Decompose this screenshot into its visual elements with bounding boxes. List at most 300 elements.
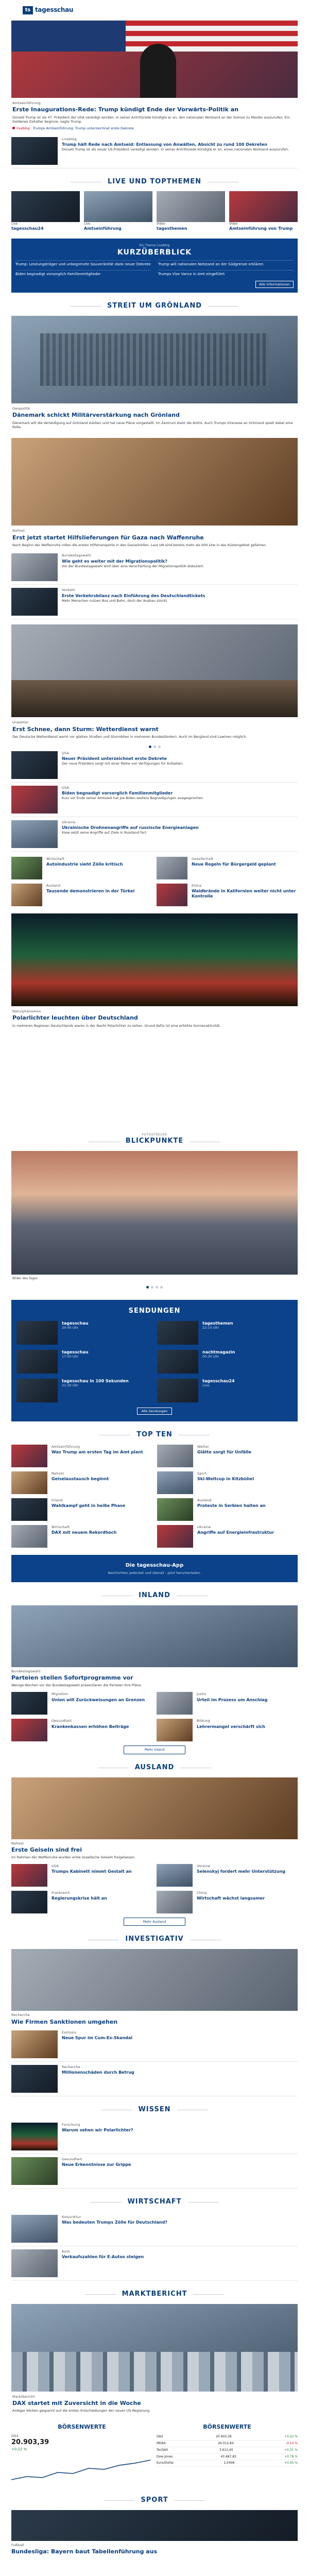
grid1-item[interactable] bbox=[11, 857, 152, 879]
investigativ-item-rubrik: Recherche bbox=[62, 2064, 80, 2069]
marktbericht-title: MARKTBERICHT bbox=[116, 2290, 194, 2299]
inland-item-rubrik: Migration bbox=[52, 1692, 68, 1697]
sport-teaser[interactable] bbox=[11, 2510, 298, 2555]
ausland-item[interactable] bbox=[11, 1864, 152, 1887]
sendung-label: tagesschau24 bbox=[202, 1378, 235, 1383]
sendung-image bbox=[157, 1321, 198, 1345]
teaser-1-text: Donald Trump ist als neuer US-Präsident vereidigt worden. In seiner Antrittsrede kündigte er an, einen nationalen Notstand auszurufen. bbox=[62, 147, 289, 151]
sendung-item[interactable] bbox=[16, 1350, 152, 1374]
list2-headline[interactable]: Ukrainische Drohnenangriffe auf russische Energieanlagen bbox=[62, 825, 199, 831]
list2-headline[interactable]: Biden begnadigt vorsorglich Familienmitglieder bbox=[62, 791, 173, 796]
wissen-item-image bbox=[11, 2157, 58, 2185]
top10-image bbox=[157, 1498, 193, 1521]
ausland-item-headline: Regierungskrise hält an bbox=[52, 1896, 107, 1901]
gaza-teaser[interactable] bbox=[11, 438, 298, 550]
gaza-image bbox=[11, 438, 298, 526]
top10-item[interactable] bbox=[157, 1445, 298, 1467]
grid1-headline: Neue Regeln für Bürgergeld geplant bbox=[192, 862, 276, 867]
live-item-image bbox=[157, 191, 225, 222]
app-box-text: Nachrichten jederzeit und überall – jetzt herunterladen. bbox=[108, 1570, 201, 1575]
marktbericht-image bbox=[11, 2304, 298, 2392]
inland-item-image bbox=[157, 1692, 193, 1715]
top10-rubrik: Ausland bbox=[197, 1498, 212, 1502]
wissen-item[interactable] bbox=[11, 2120, 298, 2154]
list2-rubrik: USA bbox=[62, 785, 70, 790]
live-item[interactable] bbox=[157, 191, 225, 231]
kurs-name: TecDAX bbox=[157, 2448, 168, 2452]
sendung-time: 20:00 Uhr bbox=[62, 1326, 79, 1330]
investigativ-image bbox=[11, 1949, 298, 2011]
list1-image bbox=[11, 588, 58, 616]
sendung-label: tagesschau bbox=[62, 1320, 89, 1326]
liveblog-label: liveblog bbox=[16, 126, 30, 131]
list1-rubrik: Verkehr bbox=[62, 588, 76, 592]
ausland-item-rubrik: USA bbox=[52, 1863, 59, 1868]
grid1 bbox=[11, 857, 298, 906]
list2-rubrik: Ukraine bbox=[62, 820, 76, 824]
sendung-image bbox=[16, 1379, 58, 1402]
marktbericht-text: Anleger blicken gespannt auf die ersten Entscheidungen der neuen US-Regierung. bbox=[12, 2409, 151, 2413]
live-dot-icon bbox=[12, 127, 15, 129]
investigativ-item-image bbox=[11, 2030, 58, 2058]
wissen-item-rubrik: Gesundheit bbox=[62, 2157, 82, 2161]
sendung-time: 21:30 Uhr bbox=[62, 1383, 79, 1388]
sport-rubrik: Fußball bbox=[11, 2543, 24, 2547]
kurs-change: +0,31 % bbox=[284, 2448, 298, 2452]
wirtschaft-title: WIRTSCHAFT bbox=[121, 2198, 187, 2207]
list2-text: Kurz vor Ende seiner Amtszeit hat Joe Biden weitere Begnadigungen ausgesprochen. bbox=[62, 795, 204, 800]
teaser-1[interactable] bbox=[11, 134, 298, 168]
app-box[interactable] bbox=[11, 1555, 298, 1582]
top10-rubrik: Sport bbox=[197, 1471, 207, 1476]
list2-headline[interactable]: Neuer Präsident unterzeichnet erste Dekrete bbox=[62, 756, 167, 761]
box-item[interactable]: Biden begnadigt vorsorglich Familienmitglieder bbox=[15, 270, 151, 277]
top10-image bbox=[11, 1471, 47, 1494]
boerse-left bbox=[11, 2424, 152, 2487]
list2-text: Der neue Präsident sorgt mit einer Reihe von Verfügungen für Aufsehen. bbox=[62, 761, 184, 766]
greenland-rubrik: Geopolitik bbox=[12, 406, 30, 411]
kurs-change: +0,95 % bbox=[284, 2461, 298, 2465]
grid1-item[interactable] bbox=[157, 884, 298, 906]
box-item[interactable]: Trump: Leistungsträger und unbegrenzte Souveränität dank neuer Dekrete bbox=[15, 260, 151, 267]
live-item-headline: Amtseinführung bbox=[84, 226, 122, 231]
marktbericht-headline: DAX startet mit Zuversicht in die Woche bbox=[12, 2400, 141, 2407]
inland-item[interactable] bbox=[11, 1692, 152, 1715]
top10-rubrik: Amtseinführung bbox=[52, 1444, 80, 1449]
live-item[interactable] bbox=[84, 191, 152, 231]
top10-item[interactable] bbox=[157, 1525, 298, 1548]
inland-lead-rubrik: Bundestagswahl bbox=[11, 1669, 41, 1673]
greenland-teaser[interactable] bbox=[11, 316, 298, 433]
wirtschaft-item-image bbox=[11, 2215, 58, 2243]
ausland-item[interactable] bbox=[157, 1864, 298, 1887]
ausland-lead[interactable] bbox=[11, 1777, 298, 1860]
list1-text: Mehr Menschen nutzen Bus und Bahn, doch der Ausbau stockt. bbox=[62, 598, 168, 603]
top10-headline: DAX mit neuem Rekordhoch bbox=[52, 1530, 117, 1535]
wirtschaft-item-image bbox=[11, 2249, 58, 2277]
ausland-item-rubrik: Ukraine bbox=[197, 1863, 211, 1868]
sendung-time: 17:00 Uhr bbox=[62, 1354, 79, 1359]
top10-image bbox=[11, 1445, 47, 1467]
wirtschaft-item-headline: Was bedeuten Trumps Zölle für Deutschland? bbox=[62, 2220, 167, 2225]
top10-rubrik: Wetter bbox=[197, 1444, 210, 1449]
top10-rubrik: Ukraine bbox=[197, 1524, 211, 1529]
top10-grid bbox=[11, 1445, 298, 1548]
live-row bbox=[11, 191, 298, 231]
wissen-item-image bbox=[11, 2123, 58, 2150]
list2-item[interactable] bbox=[11, 783, 298, 817]
lead-headline[interactable]: Erste Inaugurations-Rede: Trump kündigt Ende der Vorwärts-Politik an bbox=[12, 106, 239, 113]
ausland-lead-text: Im Rahmen der Waffenruhe wurden erste israelische Geiseln freigelassen. bbox=[11, 1855, 136, 1860]
ausland-more-button[interactable]: Mehr Ausland bbox=[124, 1918, 185, 1926]
top10-headline: Geiselaustausch beginnt bbox=[52, 1476, 109, 1481]
kurs-value: 1,0408 bbox=[224, 2461, 235, 2465]
boerse-right bbox=[157, 2424, 298, 2487]
dax-label: DAX bbox=[11, 2434, 19, 2438]
top10-item[interactable] bbox=[11, 1471, 152, 1494]
gaza-text: Nach Beginn der Waffenruhe rollen die ersten Hilfstransporte in den Gazastreifen. Laut UN sind bereits mehr als 600 Lkw in das Küstengebiet gefahren. bbox=[12, 543, 267, 547]
gaza-headline[interactable]: Erst jetzt startet Hilfslieferungen für Gaza nach Waffenruhe bbox=[12, 534, 204, 541]
wirtschaft-item-rubrik: Auto bbox=[62, 2249, 70, 2253]
grid1-headline: Autoindustrie sieht Zölle kritisch bbox=[46, 862, 123, 867]
top-lead[interactable] bbox=[11, 21, 298, 134]
top10-image bbox=[157, 1445, 193, 1467]
wissen-item[interactable] bbox=[11, 2154, 298, 2189]
live-item-label: Live bbox=[84, 222, 91, 226]
list2-rubrik: USA bbox=[62, 751, 70, 755]
aurora-image bbox=[11, 913, 298, 1006]
sport-title: SPORT bbox=[134, 2496, 174, 2505]
sendung-image bbox=[157, 1350, 198, 1374]
grid1-rubrik: Wirtschaft bbox=[46, 856, 65, 861]
list1-headline[interactable]: Wie geht es weiter mit der Migrationspolitik? bbox=[62, 558, 167, 564]
teaser-1-rubrik: Liveblog bbox=[62, 137, 77, 141]
live-section-title: LIVE UND TOPTHEMEN bbox=[101, 178, 208, 187]
sendung-image bbox=[16, 1321, 58, 1345]
sendung-item[interactable] bbox=[16, 1321, 152, 1345]
top10-headline: Proteste in Serbien halten an bbox=[197, 1503, 266, 1508]
live-item-image bbox=[84, 191, 152, 222]
inland-lead-text: Wenige Wochen vor der Bundestagswahl präsentieren die Parteien ihre Pläne. bbox=[11, 1683, 142, 1688]
ausland-item[interactable] bbox=[11, 1891, 152, 1913]
live-item-headline: tagesthemen bbox=[157, 226, 187, 231]
blickpunkte-title: BLICKPUNKTE bbox=[119, 1137, 190, 1146]
inland-grid bbox=[11, 1692, 298, 1741]
greenland-header bbox=[11, 302, 298, 311]
top10-image bbox=[157, 1471, 193, 1494]
sendung-time: 22:15 Uhr bbox=[202, 1326, 219, 1330]
logo[interactable] bbox=[23, 6, 73, 14]
kurs-change: -0,14 % bbox=[285, 2442, 298, 2446]
ausland-item-headline: Trumps Kabinett nimmt Gestalt an bbox=[52, 1869, 132, 1874]
kurs-value: 20.903,39 bbox=[216, 2435, 232, 2439]
ausland-lead-headline: Erste Geiseln sind frei bbox=[11, 1846, 82, 1854]
kurs-name: Euro/Dollar bbox=[157, 2461, 174, 2465]
sendung-label: nachtmagazin bbox=[202, 1349, 235, 1354]
wirtschaft-item-headline: Verkaufszahlen für E-Autos steigen bbox=[62, 2255, 144, 2260]
inland-item[interactable] bbox=[11, 1719, 152, 1741]
wissen-header bbox=[11, 2106, 298, 2114]
inland-item-headline: Krankenkassen erhöhen Beiträge bbox=[52, 1724, 129, 1729]
list1-image bbox=[11, 553, 58, 581]
wissen-item-headline: Neue Erkenntnisse zur Grippe bbox=[62, 2162, 131, 2167]
inland-item[interactable] bbox=[157, 1692, 298, 1715]
marktbericht-rubrik: Marktbericht bbox=[12, 2394, 35, 2399]
kurs-row[interactable] bbox=[157, 2434, 298, 2441]
ausland-lead-rubrik: Nahost bbox=[11, 1841, 24, 1845]
top10-headline: Angriffe auf Energieinfrastruktur bbox=[197, 1530, 274, 1535]
live-item-label: Live bbox=[11, 222, 18, 226]
list2-item[interactable] bbox=[11, 817, 298, 852]
sport-headline: Bundesliga: Bayern baut Tabellenführung aus bbox=[11, 2548, 158, 2555]
dax-change: +0,22 % bbox=[11, 2447, 27, 2451]
sendungen-box bbox=[11, 1300, 298, 1421]
kurs-value: 43.487,83 bbox=[220, 2454, 236, 2459]
box-item[interactable]: Trump will nationalen Notstand an der Südgrenze erklären bbox=[158, 260, 294, 267]
top10-rubrik: Nahost bbox=[52, 1471, 64, 1476]
list1-item[interactable] bbox=[11, 550, 298, 585]
investigativ-item-headline: Millionenschäden durch Betrug bbox=[62, 2070, 134, 2075]
top10-item[interactable] bbox=[11, 1498, 152, 1521]
box-button[interactable]: Alle Informationen bbox=[255, 281, 294, 288]
box-title: KURZÜBERBLICK bbox=[117, 248, 192, 257]
live-item-label: Video bbox=[157, 222, 165, 226]
investigativ-item-image bbox=[11, 2065, 58, 2093]
list2-text: Kiew setzt seine Angriffe auf Ziele in Russland fort. bbox=[62, 830, 147, 835]
lead-rubrik: Amtseinführung bbox=[12, 101, 41, 105]
aurora-text: In mehreren Regionen Deutschlands waren in der Nacht Polarlichter zu sehen. Grund dafür ist eine erhöhte Sonnenaktivität. bbox=[12, 1023, 221, 1028]
investigativ-header bbox=[11, 1935, 298, 1944]
box-kicker: Ein Thema Liveblog bbox=[139, 243, 170, 247]
top10-headline: Glätte sorgt für Unfälle bbox=[197, 1449, 251, 1454]
sendungen-title: SENDUNGEN bbox=[128, 1307, 181, 1315]
sendung-label: tagesschau bbox=[62, 1349, 89, 1354]
wirtschaft-item-rubrik: Konjunktur bbox=[62, 2214, 81, 2219]
boerse-left-title: BÖRSENWERTE bbox=[58, 2423, 106, 2430]
sendungen-button[interactable]: Alle Sendungen bbox=[137, 1408, 173, 1415]
kurzueberblick-box bbox=[11, 239, 298, 293]
grid1-image bbox=[157, 884, 187, 906]
lead-text: Donald Trump ist als 47. Präsident der USA vereidigt worden. In seiner Antrittsrede kündigte er an, den nationalen Notstand an der Grenze zu Mexiko auszurufen. Ein Goldenes Zeitalter beginne, sagte Trump. bbox=[12, 115, 290, 124]
greenland-headline[interactable]: Dänemark schickt Militärverstärkung nach Grönland bbox=[12, 412, 180, 419]
sendung-item[interactable] bbox=[16, 1379, 152, 1402]
top10-image bbox=[11, 1498, 47, 1521]
top10-headline: Ski-Weltcup in Kitzbühel bbox=[197, 1476, 254, 1481]
aurora-rubrik: Naturphänomen bbox=[12, 1009, 41, 1013]
grid1-rubrik: Klima bbox=[192, 883, 202, 888]
kurs-row[interactable] bbox=[157, 2454, 298, 2461]
marktbericht-teaser[interactable] bbox=[11, 2304, 298, 2416]
inland-item-image bbox=[157, 1719, 193, 1741]
grid1-headline: Tausende demonstrieren in der Türkei bbox=[46, 889, 135, 894]
live-item-headline: tagesschau24 bbox=[11, 226, 44, 231]
inland-item-headline: Lehrermangel verschärft sich bbox=[197, 1724, 265, 1729]
grid1-image bbox=[11, 884, 42, 906]
aurora-teaser[interactable] bbox=[11, 913, 298, 1031]
top10-rubrik: Inland bbox=[52, 1498, 63, 1502]
kurs-name: DAX bbox=[157, 2435, 163, 2439]
lead2-image bbox=[11, 624, 298, 717]
kurs-row[interactable] bbox=[157, 2447, 298, 2454]
investigativ-lead[interactable] bbox=[11, 1949, 298, 2025]
sendung-item[interactable] bbox=[157, 1379, 293, 1402]
investigativ-item-rubrik: Exklusiv bbox=[62, 2030, 77, 2035]
marktbericht-header bbox=[11, 2290, 298, 2299]
dax-chart bbox=[11, 2454, 150, 2485]
wissen-title: WISSEN bbox=[132, 2106, 177, 2114]
page bbox=[11, 0, 298, 2555]
lead2-rubrik: Unwetter bbox=[12, 720, 29, 725]
list1-rubrik: Bundestagswahl bbox=[62, 553, 91, 558]
inland-item-rubrik: Bildung bbox=[197, 1719, 210, 1723]
wissen-item-rubrik: Forschung bbox=[62, 2122, 80, 2127]
ausland-item-image bbox=[11, 1891, 47, 1913]
kurs-value: 3.612,40 bbox=[219, 2448, 233, 2452]
inland-header bbox=[11, 1591, 298, 1600]
kurs-row[interactable] bbox=[157, 2441, 298, 2447]
grid1-image bbox=[157, 857, 187, 879]
kurs-name: Dow Jones bbox=[157, 2454, 173, 2459]
grid1-rubrik: Gesellschaft bbox=[192, 856, 214, 861]
ausland-header bbox=[11, 1764, 298, 1772]
investigativ-item[interactable] bbox=[11, 2062, 298, 2096]
top10-item[interactable] bbox=[11, 1445, 152, 1467]
wirtschaft-item[interactable] bbox=[11, 2212, 298, 2246]
grid1-rubrik: Ausland bbox=[46, 883, 61, 888]
inland-item-rubrik: Gesundheit bbox=[52, 1719, 72, 1723]
teaser-1-headline[interactable]: Trump hält Rede nach Amtseid: Entlassung von Anwälten, Absicht zu rund 100 Dekreten bbox=[62, 142, 267, 147]
grid1-image bbox=[11, 857, 42, 879]
sport-header bbox=[11, 2496, 298, 2505]
lead-image[interactable] bbox=[11, 21, 298, 98]
inland-lead[interactable] bbox=[11, 1605, 298, 1688]
inland-lead-image bbox=[11, 1605, 298, 1667]
live-section-header bbox=[11, 178, 298, 187]
dax-value: 20.903,39 bbox=[11, 2438, 49, 2446]
wissen-item-headline: Warum sehen wir Polarlichter? bbox=[62, 2128, 133, 2133]
kurs-change: +0,22 % bbox=[284, 2435, 298, 2439]
inland-item-image bbox=[11, 1719, 47, 1741]
wirtschaft-header bbox=[11, 2198, 298, 2207]
kurs-row[interactable] bbox=[157, 2460, 298, 2467]
lead2-teaser[interactable] bbox=[11, 624, 298, 748]
investigativ-title: INVESTIGATIV bbox=[119, 1935, 190, 1944]
top10-image bbox=[11, 1525, 47, 1548]
top10-item[interactable] bbox=[11, 1525, 152, 1548]
ausland-title: AUSLAND bbox=[129, 1764, 181, 1772]
grid1-item[interactable] bbox=[11, 884, 152, 906]
live-item[interactable] bbox=[229, 191, 298, 231]
grid1-item[interactable] bbox=[157, 857, 298, 879]
investigativ-item[interactable] bbox=[11, 2027, 298, 2062]
ausland-lead-image bbox=[11, 1777, 298, 1839]
inland-item-headline: Union will Zurückweisungen an Grenzen bbox=[52, 1697, 145, 1702]
blickpunkte-caption: Bilder des Tages bbox=[12, 1276, 38, 1280]
ausland-item-image bbox=[157, 1864, 193, 1887]
top10-item[interactable] bbox=[157, 1498, 298, 1521]
teaser-1-image bbox=[11, 137, 58, 165]
aurora-headline[interactable]: Polarlichter leuchten über Deutschland bbox=[12, 1014, 138, 1022]
live-item-headline: Amtseinführung von Trump bbox=[229, 226, 293, 231]
app-box-title: Die tagesschau-App bbox=[125, 1562, 184, 1568]
live-item[interactable] bbox=[11, 191, 80, 231]
kurs-change: +0,78 % bbox=[284, 2454, 298, 2459]
blickpunkte-header bbox=[11, 1133, 298, 1146]
gaza-rubrik: Nahost bbox=[12, 529, 25, 533]
list1-item[interactable] bbox=[11, 585, 298, 619]
list2-image bbox=[11, 786, 58, 814]
ausland-item-image bbox=[11, 1864, 47, 1887]
list2-image bbox=[11, 751, 58, 779]
ausland-item[interactable] bbox=[157, 1891, 298, 1913]
inland-item-headline: Urteil im Prozess um Anschlag bbox=[197, 1697, 268, 1702]
logo-mark: ts bbox=[23, 6, 33, 14]
top10-header bbox=[11, 1431, 298, 1439]
list1-text: Vor der Bundestagswahl wird über eine Verschärfung der Migrationspolitik diskutiert. bbox=[62, 564, 204, 568]
ausland-item-headline: Selenskyj fordert mehr Unterstützung bbox=[197, 1869, 285, 1874]
sendung-item[interactable] bbox=[157, 1321, 293, 1345]
inland-title: INLAND bbox=[132, 1591, 177, 1600]
ausland-item-headline: Wirtschaft wächst langsamer bbox=[197, 1896, 265, 1901]
sendung-image bbox=[157, 1379, 198, 1402]
logo-text: tagesschau bbox=[35, 6, 74, 13]
grid1-headline: Waldbrände in Kalifornien weiter nicht unter Kontrolle bbox=[192, 889, 296, 899]
wirtschaft-item[interactable] bbox=[11, 2246, 298, 2281]
investigativ-rubrik: Recherche bbox=[11, 2013, 30, 2018]
inland-lead-headline: Parteien stellen Sofortprogramme vor bbox=[11, 1674, 133, 1682]
inland-more-button[interactable]: Mehr Inland bbox=[124, 1745, 185, 1754]
sport-image bbox=[11, 2510, 298, 2541]
top10-rubrik: Wirtschaft bbox=[52, 1524, 70, 1529]
lead2-text: Der Deutsche Wetterdienst warnt vor glatten Straßen und Sturmböen in mehreren Bundesländern. Auch im Bergland sind Lawinen möglich. bbox=[12, 735, 247, 739]
boerse-section bbox=[11, 2424, 298, 2487]
liveblog-headline: Trumps Amtseinführung: Trump unterzeichnet erste Dekrete bbox=[32, 126, 134, 131]
liveblog-link[interactable]: liveblog · Trumps Amtseinführung: Trump unterzeichnet erste Dekrete bbox=[12, 126, 297, 130]
ausland-item-rubrik: China bbox=[197, 1890, 207, 1895]
inland-item-image bbox=[11, 1692, 47, 1715]
investigativ-item-headline: Neue Spur im Cum-Ex-Skandal bbox=[62, 2036, 133, 2041]
top10-title: TOP TEN bbox=[130, 1431, 179, 1439]
list2-item[interactable] bbox=[11, 748, 298, 783]
sendung-image bbox=[16, 1350, 58, 1374]
sendung-item[interactable] bbox=[157, 1350, 293, 1374]
top10-headline: Wahlkampf geht in heiße Phase bbox=[52, 1503, 126, 1508]
greenland-image bbox=[11, 316, 298, 403]
box-item[interactable]: Trumps Vize Vance in Amt eingeführt bbox=[158, 270, 294, 277]
live-item-image bbox=[229, 191, 298, 222]
boerse-right-title: BÖRSENWERTE bbox=[203, 2423, 251, 2430]
list2-image bbox=[11, 820, 58, 848]
ausland-item-rubrik: Frankreich bbox=[52, 1890, 70, 1895]
greenland-title: STREIT UM GRÖNLAND bbox=[101, 302, 208, 311]
top10-image bbox=[157, 1525, 193, 1548]
blickpunkte-image[interactable] bbox=[11, 1151, 298, 1275]
sendung-time: 00:30 Uhr bbox=[202, 1354, 219, 1359]
inland-item-rubrik: Justiz bbox=[197, 1692, 207, 1697]
list1-headline[interactable]: Erste Verkehrsbilanz nach Einführung des Deutschlandtickets bbox=[62, 593, 205, 598]
inland-item[interactable] bbox=[157, 1719, 298, 1741]
greenland-text: Dänemark will die Verteidigung auf Grönland stärken und hat neue Pläne vorgestellt. Im Zentrum steht die Arktis. Auch Trumps Interesse an Grönland spielt dabei eine Rolle. bbox=[12, 420, 293, 430]
blickpunkte-dots[interactable] bbox=[11, 1286, 298, 1289]
ausland-item-image bbox=[157, 1891, 193, 1913]
lead2-headline[interactable]: Erst Schnee, dann Sturm: Wetterdienst warnt bbox=[12, 725, 159, 733]
investigativ-headline: Wie Firmen Sanktionen umgehen bbox=[11, 2018, 118, 2025]
kurs-value: 26.012,84 bbox=[218, 2442, 234, 2446]
site-header bbox=[11, 0, 298, 21]
top10-item[interactable] bbox=[157, 1471, 298, 1494]
live-item-label: Video bbox=[229, 222, 238, 226]
ausland-grid bbox=[11, 1864, 298, 1913]
